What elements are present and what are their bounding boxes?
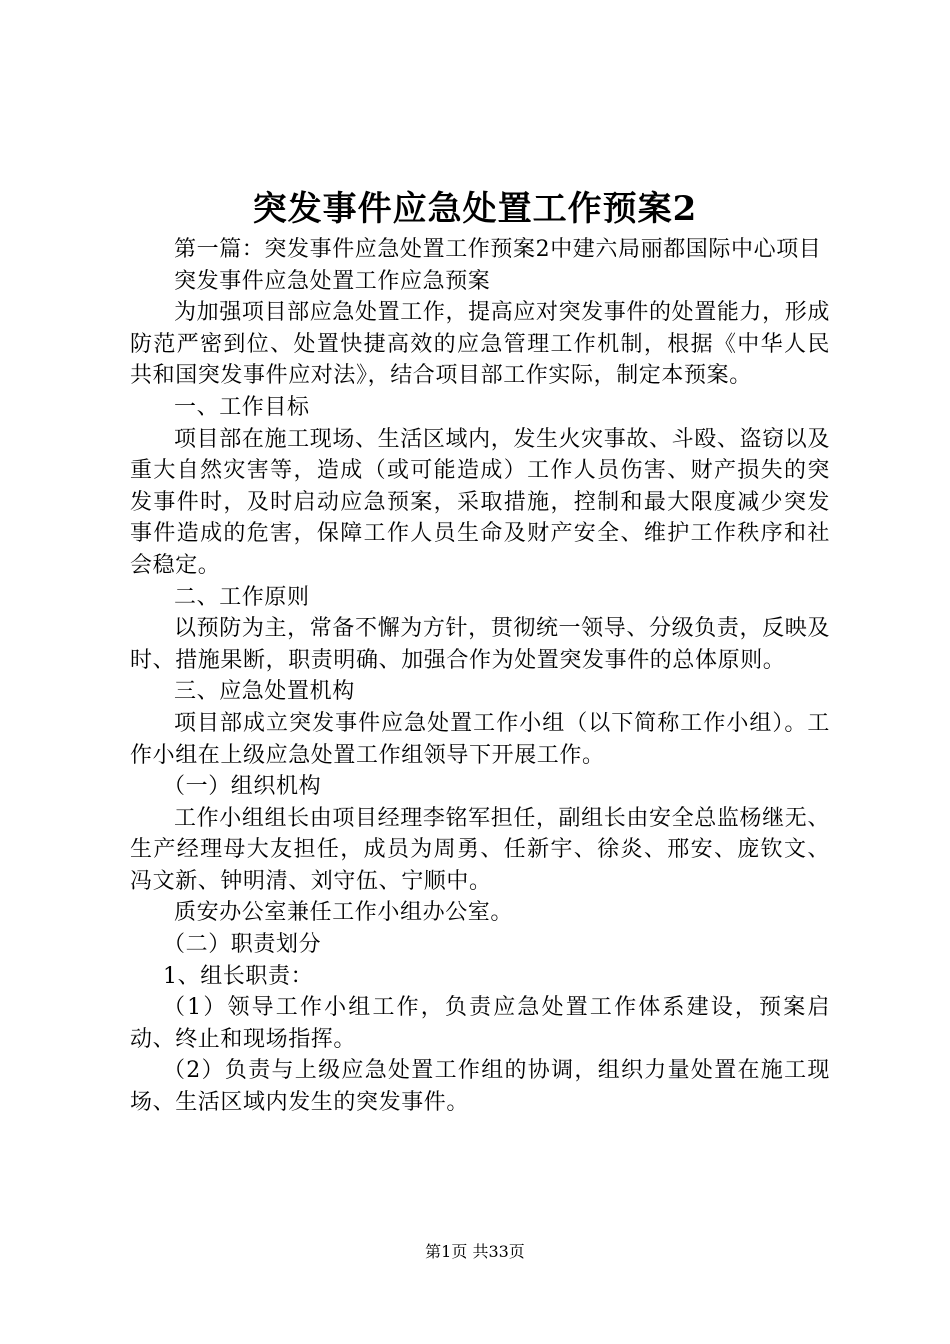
paragraph-goal: 项目部在施工现场、生活区域内，发生火灾事故、斗殴、盗窃以及重大自然灾害等，造成（或可能造成）工作人员伤害、财产损失的突发事件时，及时启动应急预案，采取措施，控制和最大限度减少突发事件造成的危害，保障工作人员生命及财产安全、维护工作秩序和社会稳定。 — [130, 426, 830, 578]
section-heading-organization: 三、应急处置机构 — [174, 679, 355, 705]
document-body — [130, 234, 830, 1119]
section-heading-principle: 二、工作原则 — [174, 584, 310, 610]
paragraph-organization: 项目部成立突发事件应急处置工作小组（以下简称工作小组）。工作小组在上级应急处置工作组领导下开展工作。 — [130, 710, 830, 768]
subsection-heading-duties: （二）职责划分 — [163, 932, 322, 958]
paragraph-subtitle: 突发事件应急处置工作应急预案 — [174, 268, 491, 294]
item-heading-leader-duties: 1、组长职责： — [163, 963, 314, 989]
paragraph-principle: 以预防为主，常备不懈为方针，贯彻统一领导、分级负责，反映及时、措施果断，职责明确、加强合作为处置突发事件的总体原则。 — [130, 616, 830, 673]
paragraph-office: 质安办公室兼任工作小组办公室。 — [174, 900, 514, 926]
subsection-heading-structure: （一）组织机构 — [163, 774, 322, 800]
section-heading-goal: 一、工作目标 — [174, 394, 310, 420]
paragraph-structure: 工作小组组长由项目经理李铭军担任，副组长由安全总监杨继无、生产经理母大友担任，成员为周勇、任新宇、徐炎、邢安、庞钦文、冯文新、钟明清、刘守伍、宁顺中。 — [130, 805, 830, 894]
page-footer: 第1页 共33页 — [425, 1242, 525, 1261]
document-title: 突发事件应急处置工作预案2 — [252, 189, 698, 229]
list-item-duty-1: （1）领导工作小组工作，负责应急处置工作体系建设，预案启动、终止和现场指挥。 — [130, 995, 830, 1052]
list-item-duty-2: （2）负责与上级应急处置工作组的协调，组织力量处置在施工现场、生活区域内发生的突发事件。 — [130, 1058, 830, 1116]
paragraph-purpose: 为加强项目部应急处置工作，提高应对突发事件的处置能力，形成防范严密到位、处置快捷高效的应急管理工作机制，根据《中华人民共和国突发事件应对法》，结合项目部工作实际，制定本预案。 — [130, 300, 830, 389]
paragraph-intro: 第一篇：突发事件应急处置工作预案2中建六局丽都国际中心项目 — [174, 237, 822, 262]
